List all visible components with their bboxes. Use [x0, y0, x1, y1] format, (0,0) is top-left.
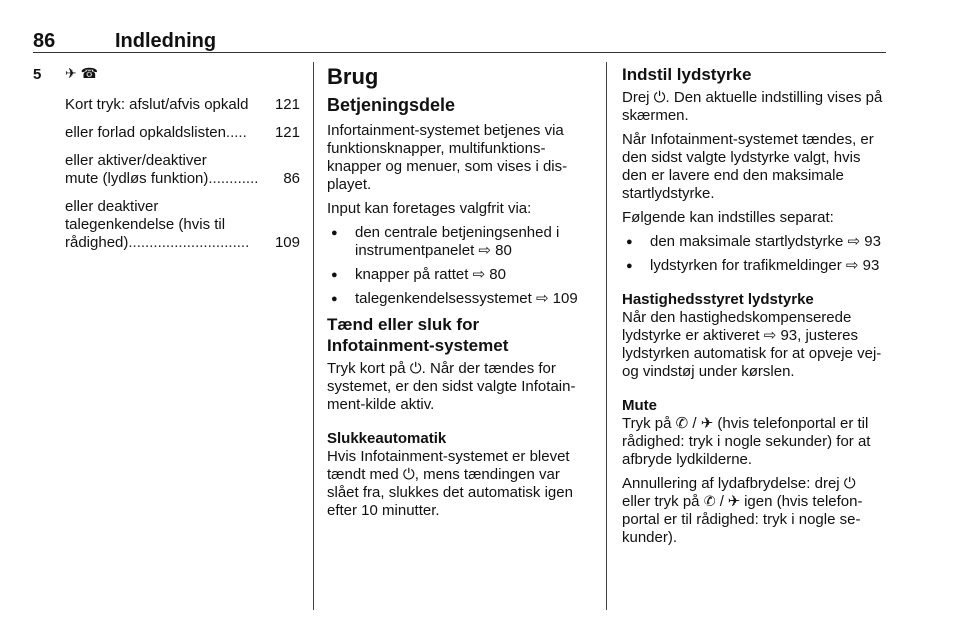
- list-item: ● talegenkendelsessystemet ⇨ 109: [327, 290, 589, 308]
- paragraph: Input kan foretages valgfrit via:: [327, 200, 532, 217]
- item-number: 5: [33, 66, 42, 83]
- paragraph-heading: Hastighedsstyret lydstyrke: [622, 291, 814, 308]
- toc-entry: [65, 96, 300, 114]
- toc-entry: [65, 198, 300, 252]
- header-rule: [33, 52, 886, 53]
- list-item: ● lydstyrken for trafikmeldinger ⇨ 93: [622, 257, 888, 275]
- paragraph: Når den hastighedskompenserede lydstyrke er aktiveret ⇨ 93, justeres lydstyrken automatisk for at opveje vej- og vindstøj under kørslen.: [622, 309, 882, 380]
- subsection-heading: Betjeningsdele: [327, 95, 456, 115]
- paragraph: Hvis Infotainment-systemet er blevet tændt med ⏻, mens tændingen var slået fra, slukkes det automatisk igen efter 10 minutter.: [327, 448, 573, 519]
- toc-entry-line: talegenkendelse (hvis til: [65, 216, 226, 233]
- paragraph-heading: Slukkeautomatik: [327, 430, 447, 447]
- toc-entry-page: 109: [274, 234, 300, 251]
- toc-entry-text: Kort tryk: afslut/afvis opkald: [65, 96, 249, 113]
- toc-entry-dots: ............: [208, 170, 259, 187]
- toc-entry: [65, 124, 300, 142]
- paragraph: Tryk kort på ⏻. Når der tændes for systemet, er den sidst valgte Infotain-ment-kilde aktiv.: [327, 360, 576, 413]
- column-2: [327, 64, 589, 526]
- toc-entry-page: 121: [274, 124, 300, 141]
- paragraph: Tryk på ✆ / ✈ (hvis telefonportal er til rådighed: tryk i nogle sekunder) for at afbryde lydkilderne.: [622, 415, 871, 468]
- bullet-list: [327, 224, 589, 308]
- list-item: ● den centrale betjeningsenhed i instrumentpanelet ⇨ 80: [327, 224, 589, 260]
- list-item: ● knapper på rattet ⇨ 80: [327, 266, 589, 284]
- paragraph: Annullering af lydafbrydelse: drej ⏻ eller tryk på ✆ / ✈ igen (hvis telefon-portal er til rådighed: tryk i nogle se-kunder).: [622, 475, 863, 546]
- list-item: ● den maksimale startlydstyrke ⇨ 93: [622, 233, 888, 251]
- toc-entry-dots: .....: [225, 124, 247, 141]
- toc-entry-text: rådighed): [65, 234, 129, 251]
- page-header: [33, 30, 886, 50]
- paragraph: Når Infotainment-systemet tændes, er den sidst valgte lydstyrke valgt, hvis den er lavere end den maksimale startlydstyrke.: [622, 131, 874, 202]
- bullet-list: [622, 233, 888, 275]
- toc-entry-line: eller aktiver/deaktiver: [65, 152, 207, 169]
- paragraph: Drej ⏻. Den aktuelle indstilling vises på skærmen.: [622, 89, 883, 124]
- column-divider-2: [606, 62, 607, 610]
- page-number: 86: [33, 30, 56, 52]
- toc-entry-page: 86: [283, 170, 300, 187]
- toc-entry-page: 121: [274, 96, 300, 113]
- toc-entry-text: eller forlad opkaldslisten: [65, 124, 226, 141]
- subsection-heading: Tænd eller sluk for Infotainment-systemet: [327, 315, 509, 355]
- column-divider-1: [313, 62, 314, 610]
- chapter-title: Indledning: [115, 30, 217, 52]
- subsection-heading: Indstil lydstyrke: [622, 65, 752, 84]
- toc-entry-line: eller deaktiver: [65, 198, 159, 215]
- toc-entry-dots: [248, 96, 275, 114]
- toc-entry-text: mute (lydløs funktion): [65, 170, 209, 187]
- toc-entry: [65, 152, 300, 188]
- section-heading: Brug: [327, 64, 379, 89]
- paragraph-heading: Mute: [622, 397, 657, 414]
- paragraph: Følgende kan indstilles separat:: [622, 209, 834, 226]
- paragraph: Infortainment-systemet betjenes via funktionsknapper, multifunktions-knapper og menuer, som vises i dis-playet.: [327, 122, 568, 193]
- toc-entry-dots: .............................: [128, 234, 250, 251]
- phone-mute-icon: ✈︎ ☎︎: [65, 65, 99, 81]
- column-3: [622, 64, 888, 553]
